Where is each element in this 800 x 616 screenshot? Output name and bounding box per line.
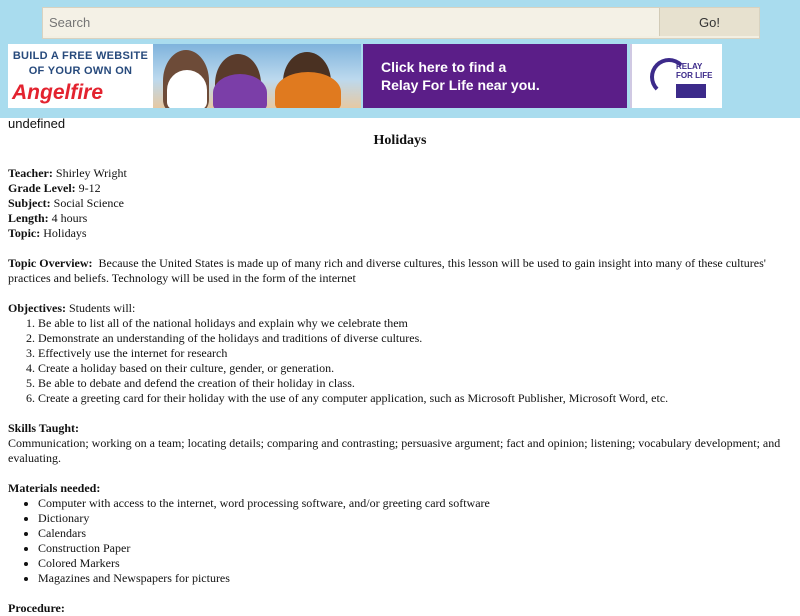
relay-ad-line-2: Relay For Life near you.	[381, 77, 540, 93]
stray-undefined-text: undefined	[8, 116, 66, 131]
list-item: 1. Be able to list all of the national holidays and explain why we celebrate them	[38, 316, 792, 331]
materials-section	[8, 481, 792, 586]
relay-ad-line-1: Click here to find a	[381, 59, 507, 75]
list-item: 6. Create a greeting card for their holiday with the use of any computer application, such as Microsoft Publisher, Microsoft Word, etc.	[38, 391, 792, 406]
procedure-section	[8, 601, 792, 616]
materials-list	[8, 496, 792, 586]
angelfire-ad[interactable]	[8, 44, 153, 108]
topic-value: Holidays	[43, 226, 87, 240]
ad-banner[interactable]	[8, 44, 720, 108]
relay-logo-text	[676, 62, 712, 80]
objectives-list	[8, 316, 792, 406]
grade-line	[8, 181, 792, 196]
person-shirt-3	[275, 72, 341, 108]
list-item: • Computer with access to the internet, word processing software, and/or greeting card software	[38, 496, 792, 511]
ad-photo	[153, 44, 361, 108]
materials-label: Materials needed:	[8, 481, 101, 495]
topic-overview	[8, 256, 792, 286]
list-item: • Colored Markers	[38, 556, 792, 571]
length-value: 4 hours	[51, 211, 88, 225]
topic-label: Topic:	[8, 226, 41, 240]
teacher-label: Teacher:	[8, 166, 53, 180]
search-bar	[42, 7, 760, 39]
length-line	[8, 211, 792, 226]
relay-logo-line-1: RELAY	[676, 62, 703, 71]
top-banner-bar	[0, 0, 800, 118]
cancer-society-badge-icon	[676, 84, 706, 98]
list-item: 2. Demonstrate an understanding of the holidays and traditions of diverse cultures.	[38, 331, 792, 346]
list-item: • Calendars	[38, 526, 792, 541]
person-shirt-2	[213, 74, 267, 108]
skills-section	[8, 421, 792, 466]
subject-label: Subject:	[8, 196, 51, 210]
list-item: • Dictionary	[38, 511, 792, 526]
overview-label: Topic Overview:	[8, 256, 93, 270]
grade-label: Grade Level:	[8, 181, 76, 195]
list-item: 3. Effectively use the internet for research	[38, 346, 792, 361]
list-item: • Construction Paper	[38, 541, 792, 556]
search-input[interactable]	[43, 8, 659, 36]
angelfire-ad-line-2: OF YOUR OWN ON	[28, 65, 133, 77]
person-shirt-1	[167, 70, 207, 108]
objectives-label: Objectives:	[8, 301, 66, 315]
subject-value: Social Science	[53, 196, 124, 210]
objectives-section	[8, 301, 792, 406]
lesson-content	[8, 116, 792, 616]
skills-label: Skills Taught:	[8, 421, 80, 435]
skills-text: Communication; working on a team; locating details; comparing and contrasting; persuasive argument; fact and opinion; listening; vocabulary development; and evaluating.	[8, 436, 781, 465]
list-item: 4. Create a holiday based on their culture, gender, or generation.	[38, 361, 792, 376]
procedure-label: Procedure:	[8, 601, 65, 615]
list-item: 5. Be able to debate and defend the creation of their holiday in class.	[38, 376, 792, 391]
teacher-line	[8, 166, 792, 181]
teacher-value: Shirley Wright	[55, 166, 127, 180]
page-title: Holidays	[373, 133, 427, 148]
angelfire-logo: Angelfire	[12, 81, 104, 104]
relay-logo-line-2: FOR LIFE	[676, 71, 713, 80]
go-button[interactable]: Go!	[659, 8, 759, 36]
list-item: • Magazines and Newspapers for pictures	[38, 571, 792, 586]
length-label: Length:	[8, 211, 49, 225]
angelfire-ad-line-1: BUILD A FREE WEBSITE	[12, 50, 149, 62]
grade-value: 9-12	[78, 181, 101, 195]
relay-for-life-ad[interactable]	[363, 44, 627, 108]
subject-line	[8, 196, 792, 211]
relay-for-life-logo	[630, 44, 722, 108]
overview-text: Because the United States is made up of many rich and diverse cultures, this lesson will be used to gain insight into many of these cultures' practices and beliefs. Technology will be used in the form of the internet	[8, 256, 766, 285]
topic-line	[8, 226, 792, 241]
objectives-intro: Students will:	[68, 301, 136, 315]
